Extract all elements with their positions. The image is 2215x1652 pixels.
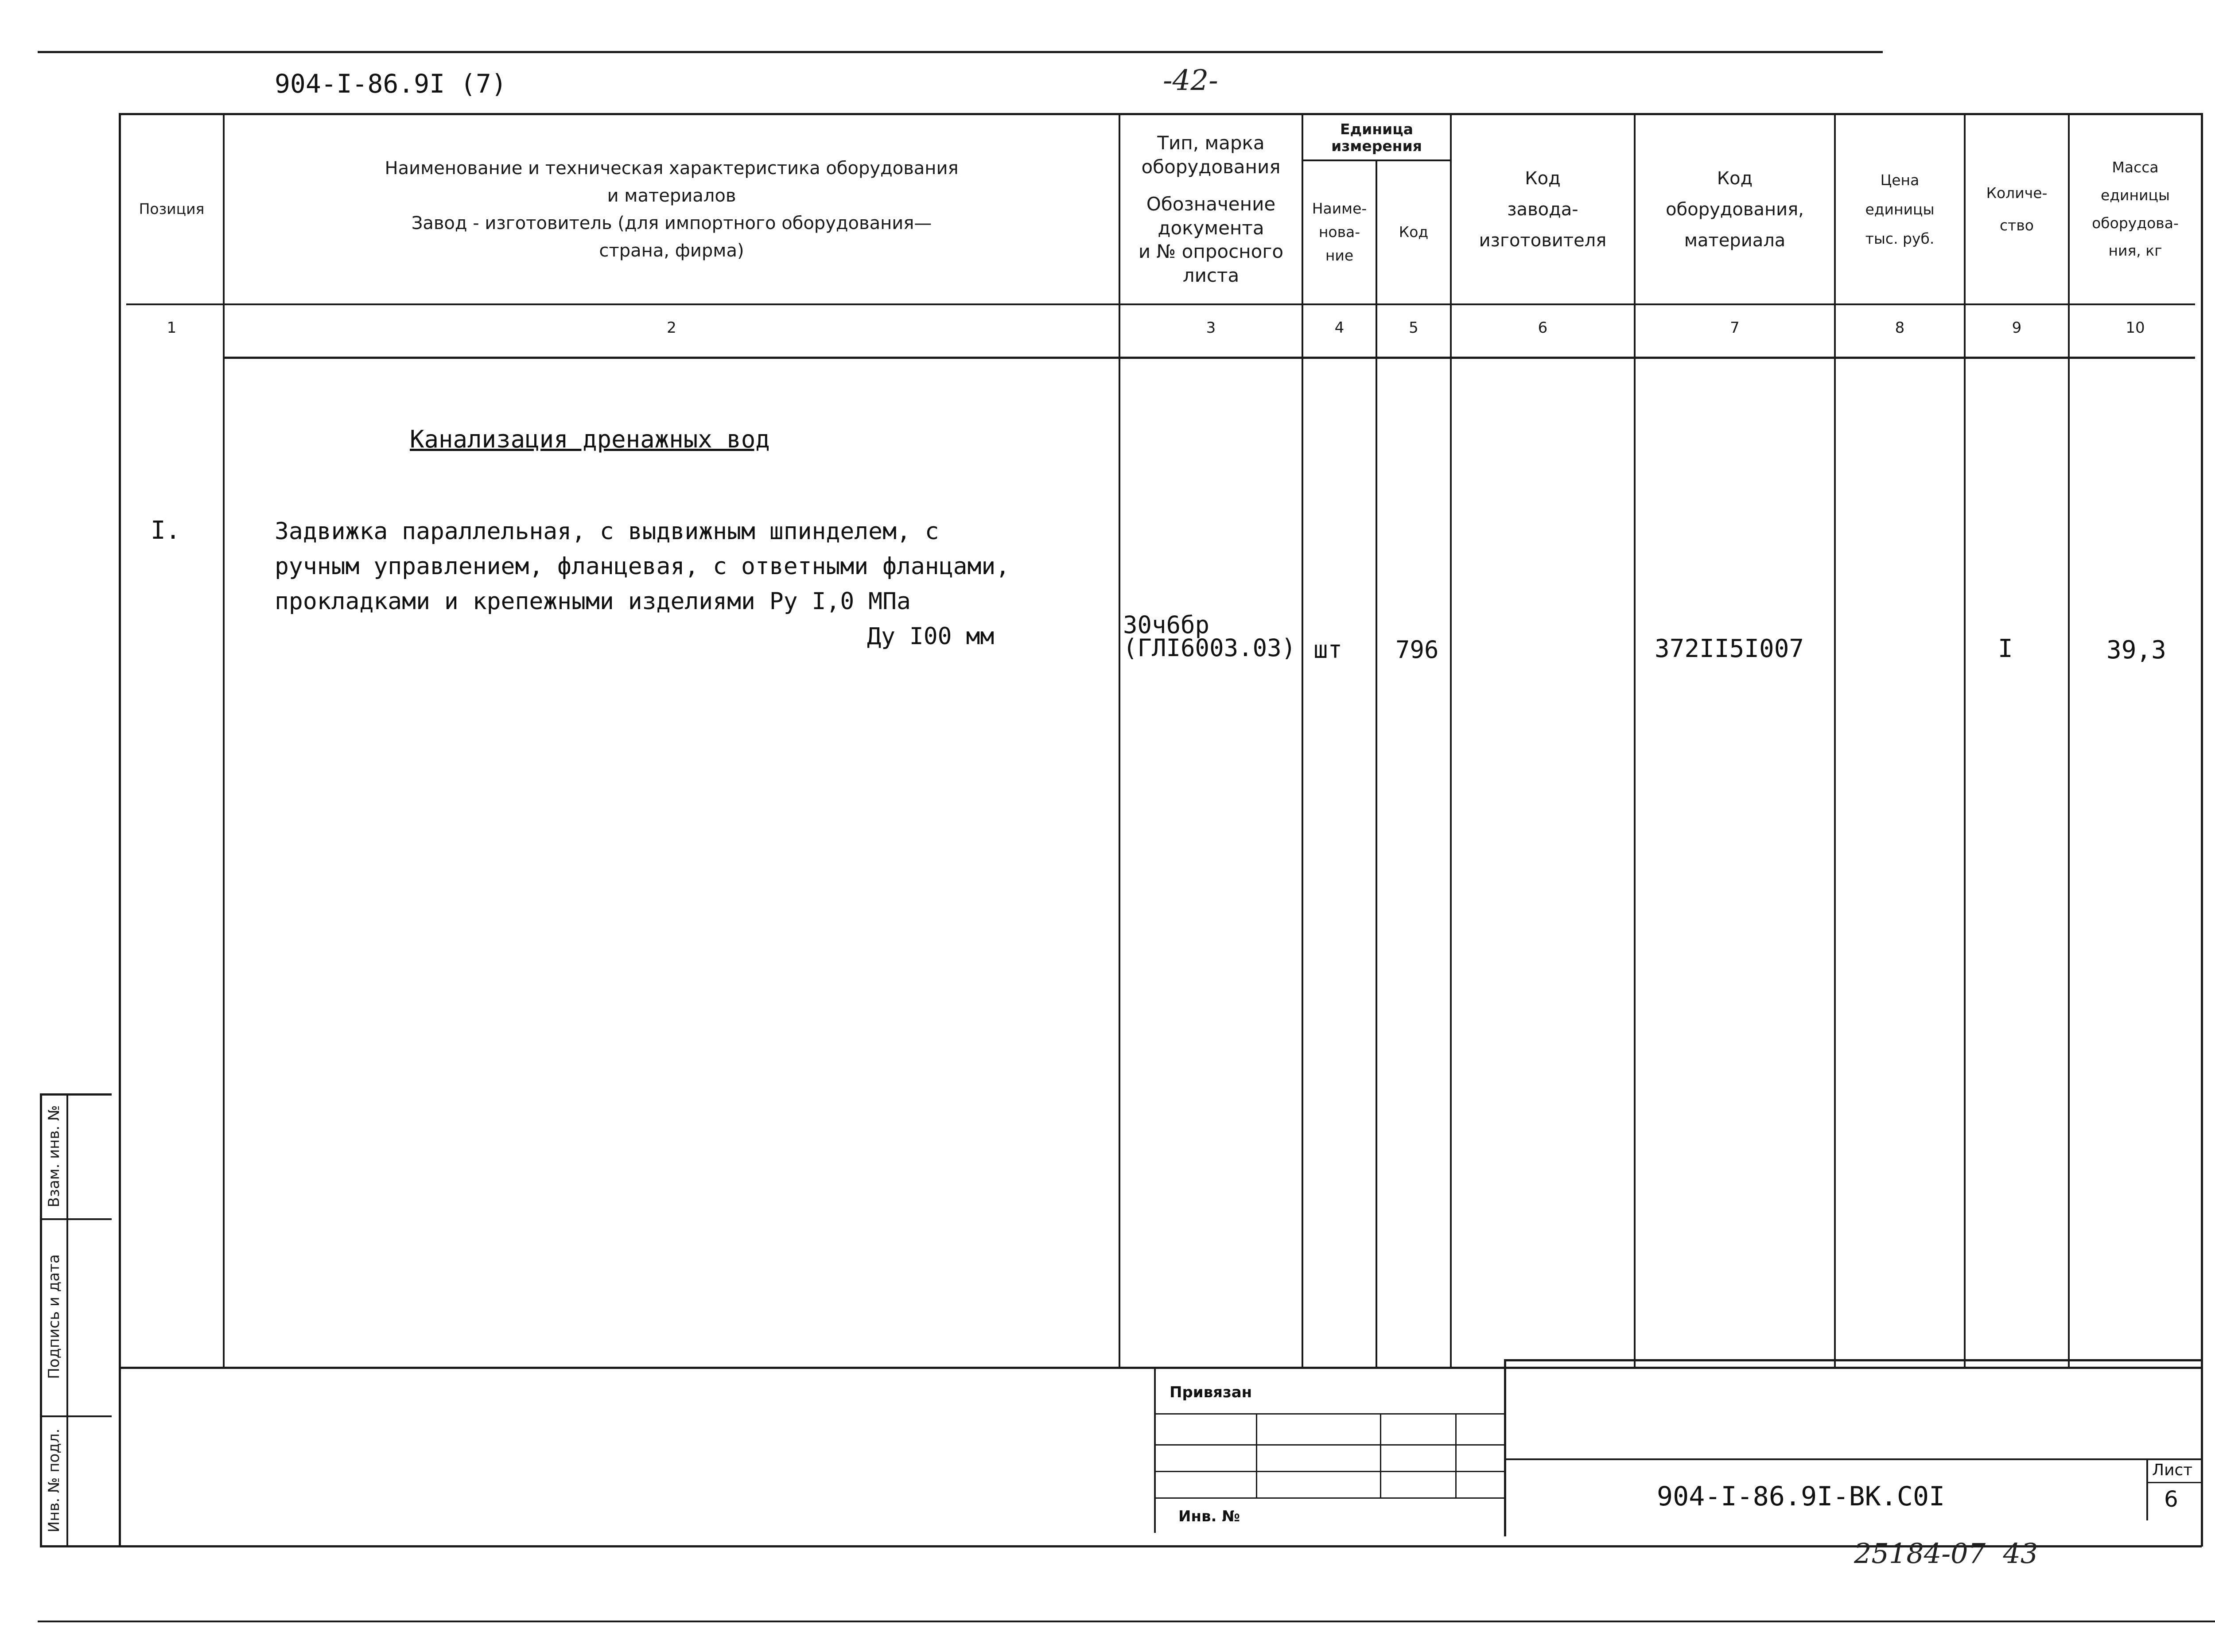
header-price [1836,115,1964,303]
header-equipment-line-2: оборудования, [1666,199,1804,220]
item-equipment-code: 372II5I007 [1655,634,1804,663]
header-price-line-2: единицы [1865,200,1935,218]
column-number-8: 8 [1895,319,1905,337]
frame-right-edge [2201,113,2203,1547]
header-type-line-5: и № опросного [1138,241,1284,263]
item-description-line-2: ручным управлением, фланцевая, с ответными фланцами, [275,553,1010,580]
column-number-5: 5 [1409,319,1418,337]
header-type-line-6: листа [1182,264,1240,286]
header-unit-group-line-2: измерения [1331,137,1422,155]
privyazan-label: Привязан [1170,1384,1252,1401]
titleblock-designation-line [1505,1458,2201,1460]
document-designation: 904-I-86.9I-ВК.С0I [1657,1481,1945,1512]
header-equipment-line-1: Код [1717,168,1753,189]
item-description-line-3: прокладками и крепежными изделиями Ру I,0 МПа [275,588,911,615]
sheet-box-divider [2147,1482,2201,1483]
sheet-number: 6 [2164,1486,2178,1512]
item-type-line-2: (ГЛI6003.03) [1123,634,1296,662]
header-name-line-3: Завод - изготовитель (для импортного оборудования— [411,213,932,233]
header-position [120,115,223,303]
header-type-line-1: Тип, марка [1157,132,1265,154]
sheet-box-left [2146,1458,2148,1520]
stamp-divider-1 [40,1218,112,1220]
header-unit-name-line-3: ние [1325,246,1354,264]
header-mass [2070,115,2201,303]
item-description-line-4: Ду I00 мм [867,623,995,650]
titleblock-top-line [1504,1359,2202,1361]
column-number-2: 2 [667,319,676,337]
column-number-9: 9 [2012,319,2022,337]
header-name-line-1: Наименование и техническая характеристика оборудования [385,158,959,179]
privyazan-line-3 [1155,1471,1505,1472]
inv-no-label: Инв. № [1178,1508,1240,1525]
header-mass-line-2: единицы [2100,186,2170,204]
header-price-line-1: Цена [1880,171,1920,189]
privyazan-vline-3 [1455,1413,1457,1497]
header-maker-line-1: Код [1525,168,1561,189]
stamp-vzam-label: Взам. инв. № [45,1105,63,1208]
sheet-label: Лист [2152,1461,2193,1479]
header-quantity-line-1: Количе- [1986,184,2048,202]
item-type-line-1: 30ч6бр [1123,611,1210,639]
privyazan-line-4 [1155,1497,1505,1499]
header-maker-line-2: завода- [1507,199,1578,220]
header-type [1120,115,1302,303]
header-position-label: Позиция [139,200,205,218]
titleblock-left-line [1154,1367,1156,1533]
column-number-7: 7 [1730,319,1740,337]
item-unit-code: 796 [1395,636,1439,664]
header-unit-code [1377,161,1450,303]
header-unit-name-line-2: нова- [1318,223,1360,241]
stamp-podpis-label: Подпись и дата [45,1254,63,1379]
header-mass-line-4: ния, кг [2108,242,2162,260]
handwritten-footer-number: 25184-07 43 [1854,1537,2038,1570]
stamp-inv-label: Инв. № подл. [45,1428,63,1533]
header-unit-group-line-1: Единица [1340,120,1413,138]
column-number-3: 3 [1206,319,1216,337]
privyazan-line-2 [1155,1444,1505,1446]
header-type-line-2: оборудования [1141,156,1281,178]
privyazan-vline-1 [1256,1413,1257,1497]
header-quantity [1966,115,2068,303]
header-type-line-3: Обозначение [1146,193,1276,215]
header-equipment-line-3: материала [1684,230,1786,251]
body-bottom-line [120,1367,2202,1369]
frame-bottom-outer [38,1621,2215,1622]
header-quantity-line-2: ство [1999,216,2034,234]
header-name [225,115,1119,303]
item-quantity: I [1998,634,2013,663]
col-line-4 [1376,160,1377,1369]
item-description-line-1: Задвижка параллельная, с выдвижным шпинделем, с [275,518,939,545]
column-number-10: 10 [2126,319,2145,337]
titleblock-mid-line [1504,1359,1506,1536]
header-unit-name [1303,161,1376,303]
item-mass: 39,3 [2106,636,2166,665]
stamp-inner-line [66,1094,68,1546]
column-number-1: 1 [167,319,177,337]
column-numbers-bottom-line [224,357,2195,359]
header-maker-line-3: изготовителя [1479,230,1607,251]
item-type [1123,611,1296,662]
header-unit-code-label: Код [1399,223,1429,241]
section-title: Канализация дренажных вод [410,425,770,453]
privyazan-line-1 [1155,1413,1505,1415]
header-mass-line-3: оборудова- [2092,214,2179,232]
header-name-line-2: и материалов [607,185,736,206]
item-position: I. [151,516,181,545]
header-name-line-4: страна, фирма) [599,240,744,261]
header-equipment-code [1636,115,1834,303]
header-bottom-line [126,303,2195,305]
column-number-6: 6 [1538,319,1548,337]
header-maker-code [1452,115,1634,303]
header-mass-line-1: Масса [2112,159,2159,176]
stamp-outer-left [40,1094,42,1546]
top-rule [38,51,1883,53]
header-price-line-3: тыс. руб. [1865,229,1935,247]
column-number-4: 4 [1334,319,1345,337]
header-type-line-4: документа [1158,217,1264,239]
header-unit-name-line-1: Наиме- [1312,200,1367,218]
privyazan-vline-2 [1380,1413,1381,1497]
page-number: -42- [1163,64,1218,97]
document-code: 904-I-86.9I (7) [275,69,507,99]
item-unit-name: шт [1313,636,1343,664]
item-description [275,514,1010,654]
header-unit-group [1303,116,1450,159]
